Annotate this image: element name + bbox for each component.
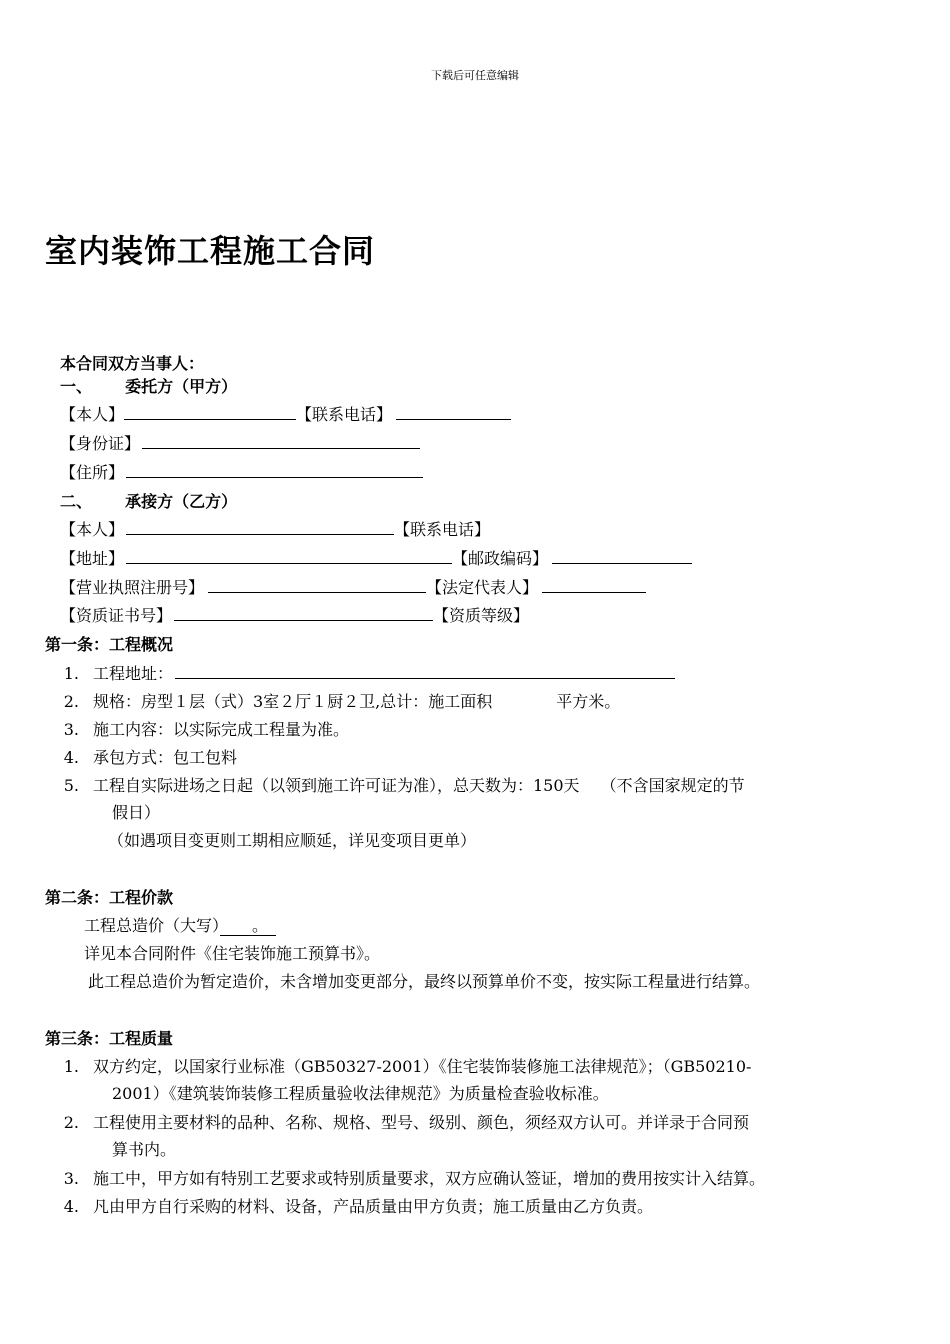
item-text: 工程自实际进场之日起（以领到施工许可证为准），总天数为：150天 （不含国家规定的节 [93, 776, 745, 795]
party-b-name-blank[interactable] [126, 520, 394, 535]
total-price-line [84, 913, 276, 936]
party-a-row-3 [60, 460, 423, 483]
party-a-id-blank[interactable] [142, 434, 420, 449]
party-a-row-1 [60, 402, 511, 425]
item-number: 1. [63, 1057, 79, 1076]
item-number: 3. [63, 1169, 79, 1188]
party-b-grade-label: 【资质等级】 [433, 606, 530, 625]
party-b-phone-label: 【联系电话】 [394, 520, 491, 539]
party-b-label: 二、 [60, 492, 93, 511]
party-b-address-label: 【地址】 [60, 549, 125, 568]
party-a-phone-label: 【联系电话】 [296, 405, 393, 424]
item-text: 承包方式：包工包料 [93, 748, 238, 767]
party-a-phone-blank[interactable] [396, 405, 511, 420]
article-1-item [47, 745, 237, 768]
article-1-heading: 第一条：工程概况 [45, 635, 174, 654]
article-1-item [47, 661, 675, 684]
item-text: 施工内容：以实际完成工程量为准。 [93, 720, 350, 739]
item-text: 凡由甲方自行采购的材料、设备，产品质量由甲方负责；施工质量由乙方负责。 [93, 1197, 654, 1216]
party-b-license-label: 【营业执照注册号】 [60, 578, 205, 597]
party-a-address-label: 【住所】 [60, 463, 125, 482]
party-a-label: 一、 [60, 377, 93, 396]
article-3-item [47, 1166, 765, 1189]
item-text: 工程使用主要材料的品种、名称、规格、型号、级别、颜色，须经双方认可。并详录于合同预 [93, 1113, 750, 1132]
party-b-license-blank[interactable] [208, 578, 426, 593]
header-note: 下载后可任意编辑 [431, 69, 519, 82]
article-1-note: （如遇项目变更则工期相应顺延，详见变项目更单） [108, 831, 477, 850]
article-1-item [47, 773, 745, 796]
party-a-title: 委托方（甲方） [125, 377, 238, 396]
parties-heading: 本合同双方当事人： [60, 354, 205, 373]
item-text: 施工中，甲方如有特别工艺要求或特别质量要求，双方应确认签证，增加的费用按实计入结算。 [93, 1169, 766, 1188]
party-b-heading [60, 489, 237, 512]
article-3-item-1-continued: 2001）《建筑装饰装修工程质量验收法律规范》为质量检查验收标准。 [112, 1084, 609, 1103]
article-1-item [47, 689, 620, 712]
party-b-postcode-blank[interactable] [552, 549, 692, 564]
article-3-item [47, 1054, 751, 1077]
total-price-blank[interactable]: 。 [220, 916, 277, 935]
article-3-heading: 第三条：工程质量 [45, 1029, 174, 1048]
page-title: 室内装饰工程施工合同 [45, 232, 376, 270]
item-number: 2. [63, 1113, 79, 1132]
party-b-postcode-label: 【邮政编码】 [452, 549, 549, 568]
party-b-row-1 [60, 517, 490, 540]
party-b-cert-label: 【资质证书号】 [60, 606, 173, 625]
party-b-row-4 [60, 603, 529, 626]
article-1-item [47, 717, 349, 740]
party-b-row-2 [60, 546, 692, 569]
project-address-blank[interactable] [175, 664, 675, 679]
party-b-cert-blank[interactable] [174, 606, 433, 621]
article-1-item-5-continued: 假日） [112, 803, 161, 822]
item-text: 双方约定，以国家行业标准（GB50327-2001）《住宅装饰装修施工法律规范》；（GB50210- [93, 1057, 752, 1076]
article-3-item-2-continued: 算书内。 [112, 1140, 177, 1159]
party-b-rep-blank[interactable] [542, 578, 646, 593]
article-2-heading: 第二条：工程价款 [45, 888, 174, 907]
party-b-name-label: 【本人】 [60, 520, 125, 539]
party-a-address-blank[interactable] [126, 463, 423, 478]
item-number: 3. [63, 720, 79, 739]
party-a-name-blank[interactable] [124, 405, 296, 420]
party-b-rep-label: 【法定代表人】 [426, 578, 539, 597]
party-a-id-label: 【身份证】 [60, 434, 141, 453]
article-3-item [47, 1194, 653, 1217]
party-b-row-3 [60, 575, 646, 598]
item-number: 2. [63, 692, 79, 711]
party-a-name-label: 【本人】 [60, 405, 125, 424]
party-a-heading [60, 374, 237, 397]
article-2-line-3: 此工程总造价为暂定造价，未含增加变更部分，最终以预算单价不变，按实际工程量进行结算。 [88, 972, 761, 991]
item-text: 工程地址： [93, 664, 174, 683]
item-number: 1. [63, 664, 79, 683]
total-price-label: 工程总造价（大写） [84, 916, 221, 935]
article-3-item [47, 1110, 749, 1133]
party-a-row-2 [60, 431, 420, 454]
party-b-address-blank[interactable] [126, 549, 452, 564]
item-text: 规格：房型１层（式）3室２厅１厨２卫,总计：施工面积 平方米。 [93, 692, 621, 711]
item-number: 5. [63, 776, 79, 795]
article-2-line-2: 详见本合同附件《住宅装饰施工预算书》。 [84, 944, 381, 963]
item-number: 4. [63, 748, 79, 767]
party-b-title: 承接方（乙方） [125, 492, 238, 511]
item-number: 4. [63, 1197, 79, 1216]
